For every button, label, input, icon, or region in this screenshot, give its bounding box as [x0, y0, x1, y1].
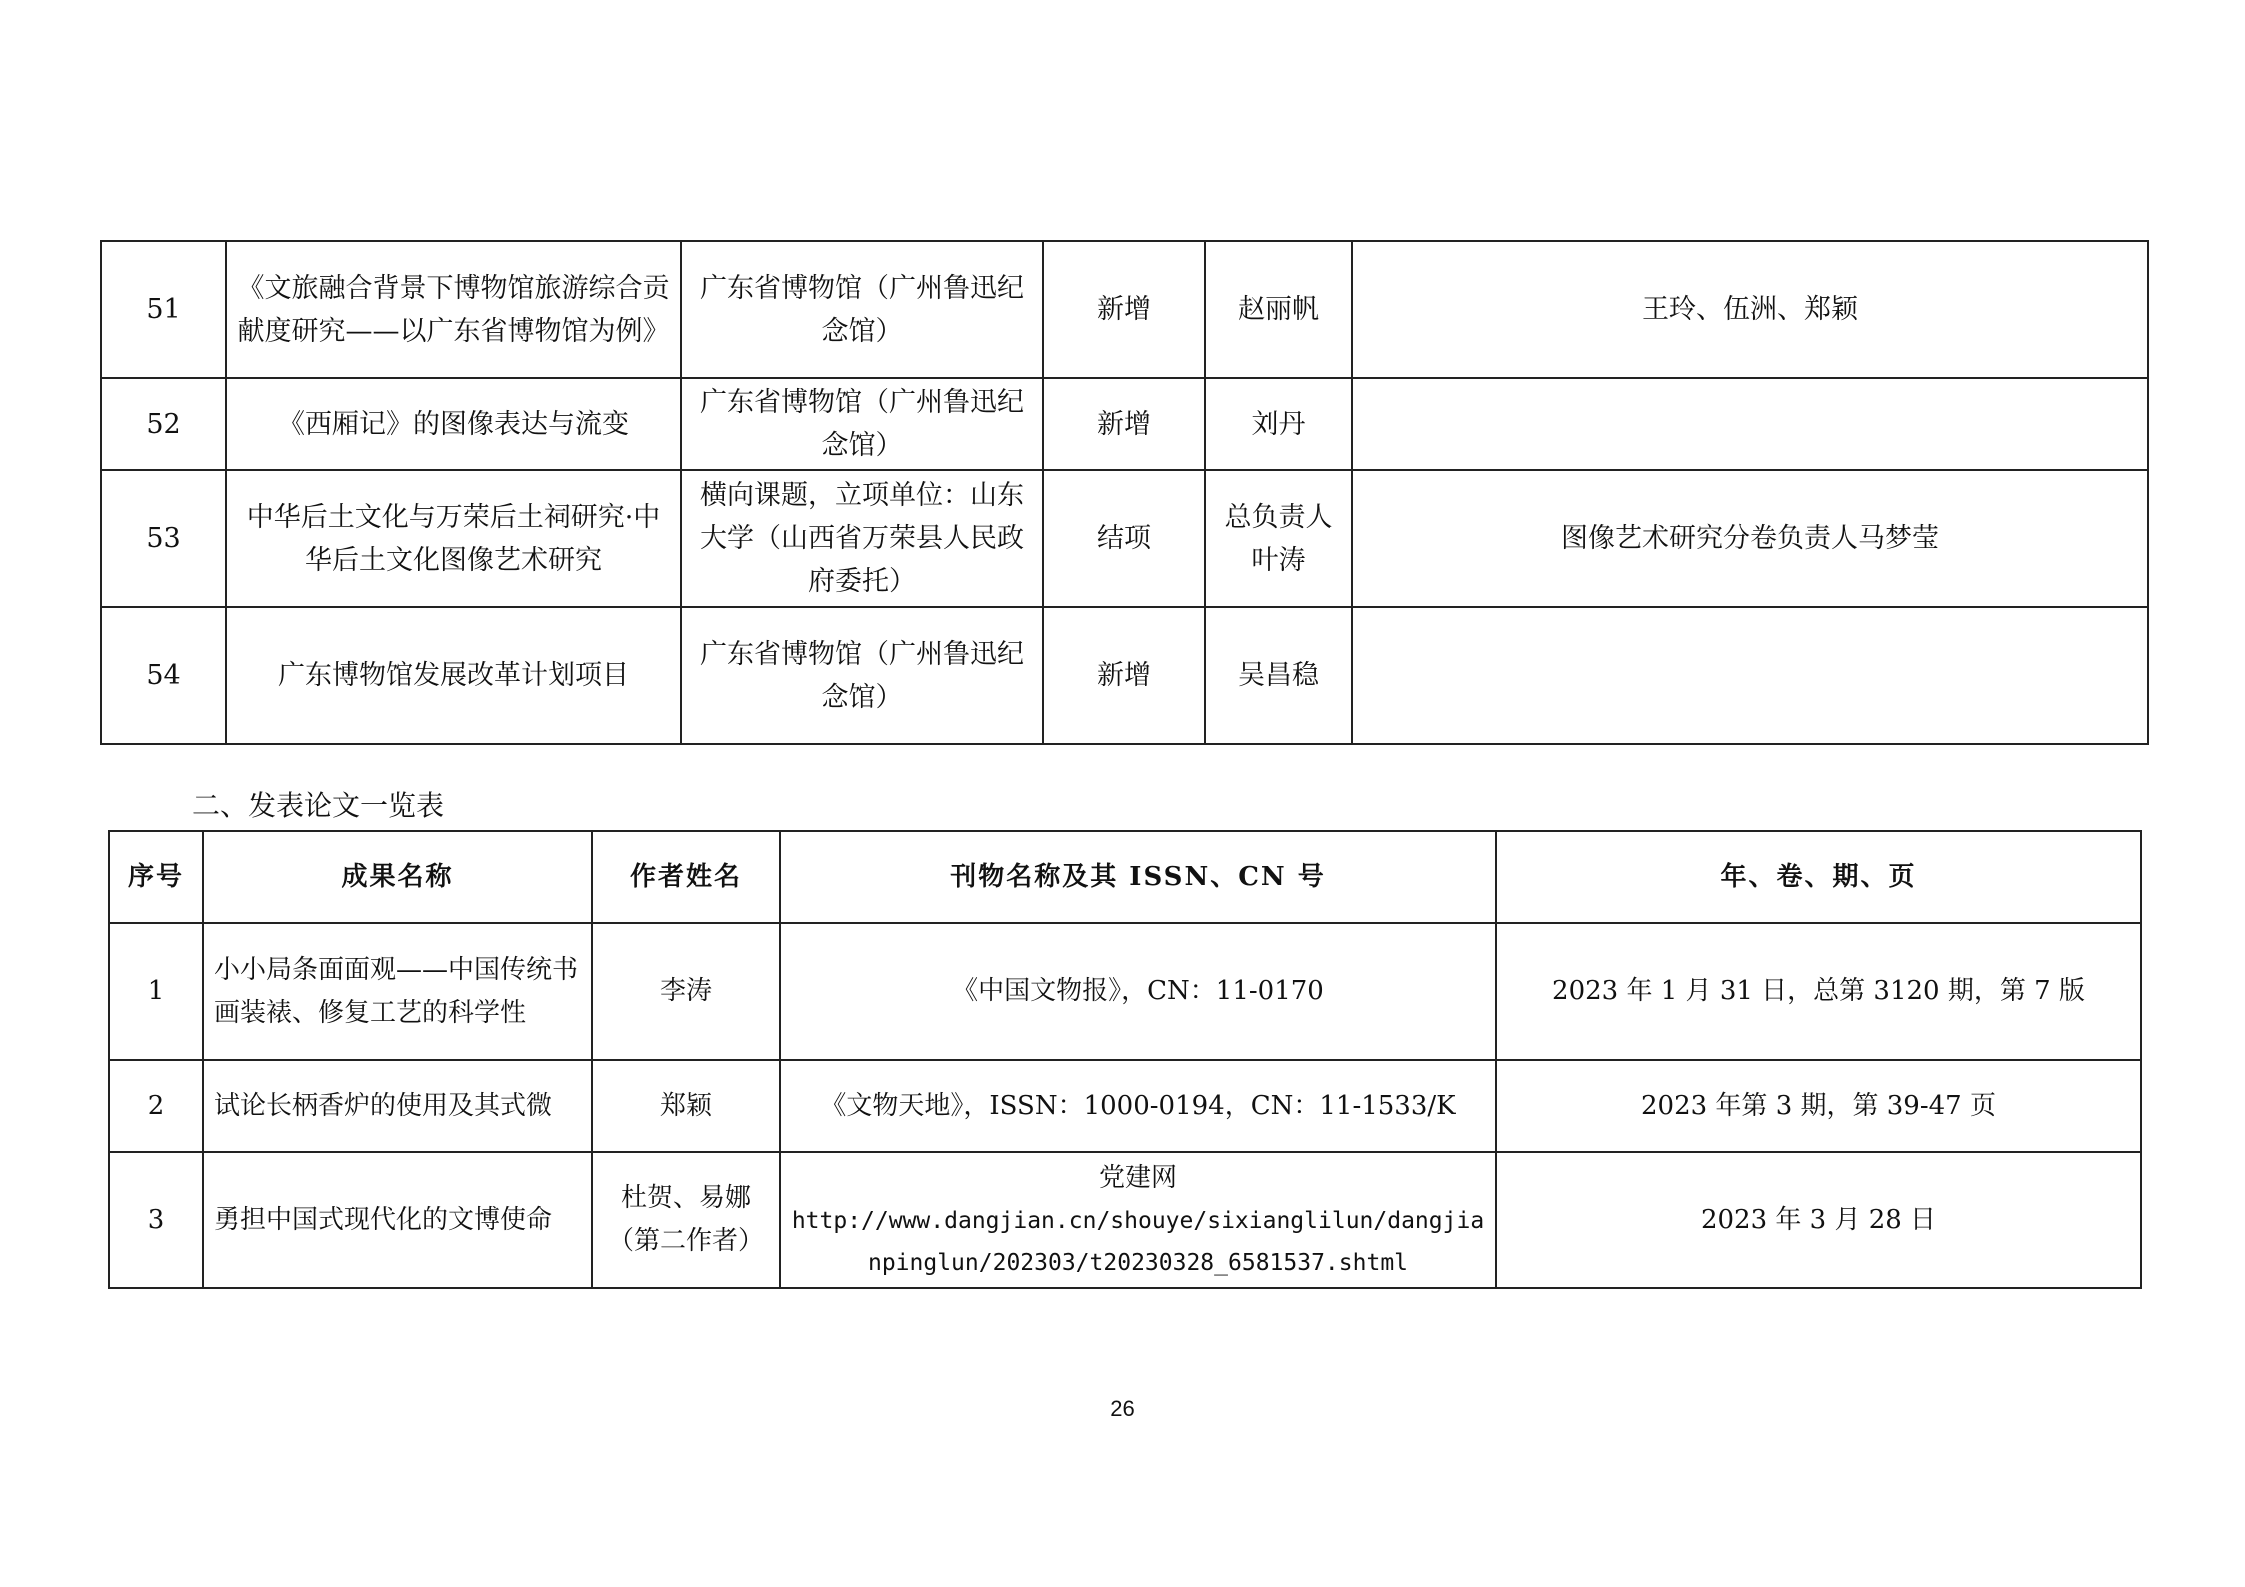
project-no: 54 — [101, 607, 226, 744]
paper-author: 杜贺、易娜（第二作者） — [592, 1152, 780, 1288]
project-title: 中华后土文化与万荣后土祠研究·中华后土文化图像艺术研究 — [226, 470, 681, 607]
section-heading: 二、发表论文一览表 — [192, 789, 445, 822]
project-no: 51 — [101, 241, 226, 378]
projects-table — [100, 240, 2149, 745]
project-status: 新增 — [1043, 378, 1205, 470]
paper-author: 李涛 — [592, 923, 780, 1060]
header-journal: 刊物名称及其 ISSN、CN 号 — [780, 831, 1496, 923]
project-leader: 总负责人叶涛 — [1205, 470, 1352, 607]
project-no: 53 — [101, 470, 226, 607]
paper-journal — [780, 1152, 1496, 1288]
paper-author: 郑颖 — [592, 1060, 780, 1152]
project-members: 王玲、伍洲、郑颖 — [1352, 241, 2148, 378]
table-row — [109, 923, 2141, 1060]
paper-date: 2023 年第 3 期，第 39-47 页 — [1496, 1060, 2141, 1152]
project-unit: 广东省博物馆（广州鲁迅纪念馆） — [681, 378, 1043, 470]
project-unit: 横向课题，立项单位：山东大学（山西省万荣县人民政府委托） — [681, 470, 1043, 607]
table-row — [109, 1060, 2141, 1152]
paper-title: 试论长柄香炉的使用及其式微 — [203, 1060, 592, 1152]
paper-date: 2023 年 3 月 28 日 — [1496, 1152, 2141, 1288]
journal-name: 党建网 — [1098, 1162, 1177, 1193]
project-no: 52 — [101, 378, 226, 470]
paper-no: 3 — [109, 1152, 203, 1288]
table-row — [101, 607, 2148, 744]
paper-title: 勇担中国式现代化的文博使命 — [203, 1152, 592, 1288]
header-no: 序号 — [109, 831, 203, 923]
paper-date: 2023 年 1 月 31 日，总第 3120 期，第 7 版 — [1496, 923, 2141, 1060]
journal-url: http://www.dangjian.cn/shouye/sixianglilun/dangjianpinglun/202303/t20230328_6581537.shtml — [791, 1207, 1485, 1276]
project-status: 新增 — [1043, 241, 1205, 378]
paper-no: 2 — [109, 1060, 203, 1152]
project-leader: 刘丹 — [1205, 378, 1352, 470]
header-date: 年、卷、期、页 — [1496, 831, 2141, 923]
project-leader: 赵丽帆 — [1205, 241, 1352, 378]
project-unit: 广东省博物馆（广州鲁迅纪念馆） — [681, 607, 1043, 744]
paper-journal: 《文物天地》，ISSN：1000-0194，CN：11-1533/K — [780, 1060, 1496, 1152]
project-title: 《西厢记》的图像表达与流变 — [226, 378, 681, 470]
project-members: 图像艺术研究分卷负责人马梦莹 — [1352, 470, 2148, 607]
project-status: 新增 — [1043, 607, 1205, 744]
paper-no: 1 — [109, 923, 203, 1060]
table-header-row — [109, 831, 2141, 923]
project-members — [1352, 607, 2148, 744]
paper-title: 小小局条面面观——中国传统书画装裱、修复工艺的科学性 — [203, 923, 592, 1060]
project-leader: 吴昌稳 — [1205, 607, 1352, 744]
table-row — [101, 241, 2148, 378]
table-row — [101, 470, 2148, 607]
header-title: 成果名称 — [203, 831, 592, 923]
table-row — [109, 1152, 2141, 1288]
table-row — [101, 378, 2148, 470]
project-unit: 广东省博物馆（广州鲁迅纪念馆） — [681, 241, 1043, 378]
project-title: 《文旅融合背景下博物馆旅游综合贡献度研究——以广东省博物馆为例》 — [226, 241, 681, 378]
project-members — [1352, 378, 2148, 470]
page-number: 26 — [1110, 1396, 1135, 1421]
project-status: 结项 — [1043, 470, 1205, 607]
papers-table — [108, 830, 2142, 1289]
paper-journal: 《中国文物报》，CN：11-0170 — [780, 923, 1496, 1060]
header-author: 作者姓名 — [592, 831, 780, 923]
project-title: 广东博物馆发展改革计划项目 — [226, 607, 681, 744]
